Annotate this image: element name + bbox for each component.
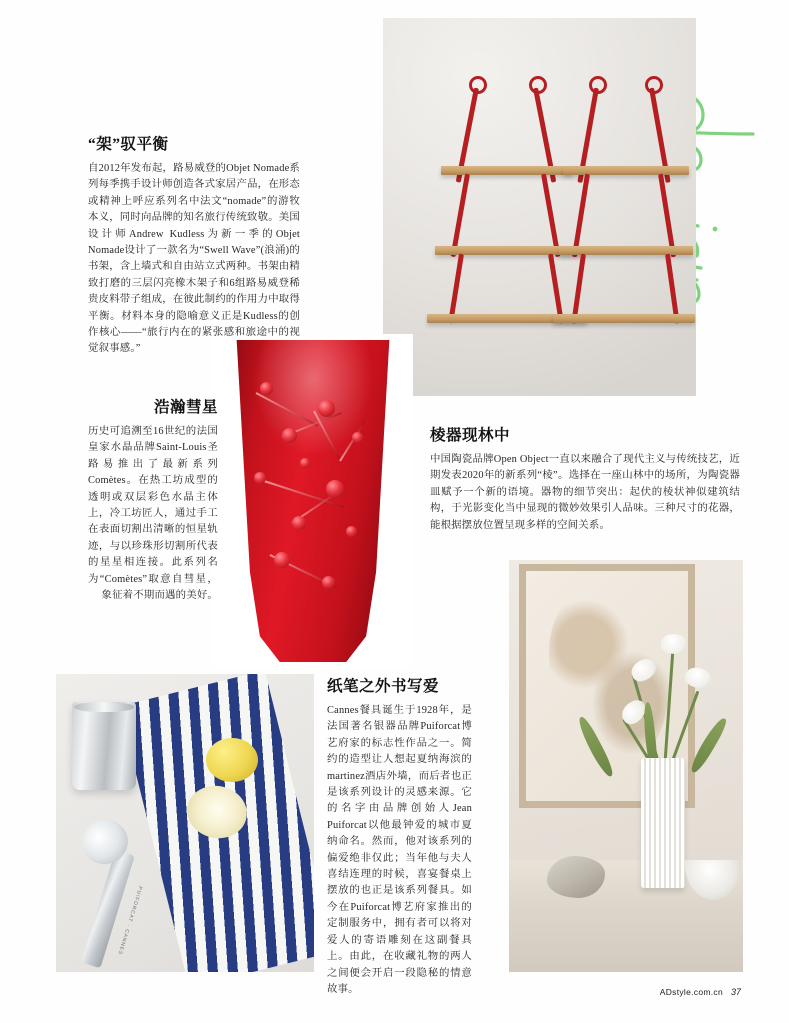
article-open-object: [430, 423, 740, 534]
article-open-object-title: 棱器现林中: [430, 427, 511, 444]
wall-mounted-shelf-photo: [383, 18, 696, 396]
red-crystal-vase-photo: [212, 334, 413, 669]
article-comet-body: 历史可追溯至16世纪的法国皇家水晶品牌Saint-Louis圣路易推出了最新系列Comètes。在热工坊成型的透明或双层彩色水晶主体上，冷工坊匠人，通过手工在表面切割出清晰的恒星轨迹，与以珍珠形切割所代表的星星相连接。此系列名为“Comètes”取意自彗星，象征着不期而遇的美好。: [88, 426, 218, 602]
article-cannes-title: 纸笔之外书写爱: [327, 678, 440, 695]
silver-cutlery-photo: PUIFORCAT · CANNES: [56, 674, 314, 972]
page-footer: [660, 987, 741, 997]
article-shelf-body: 自2012年发布起，路易威登的Objet Nomade系列每季携手设计师创造各式家居产品，在形态或精神上呼应系列名中法文“nomade”的游牧本义，同时向品牌的知名旅行传统致敬。美国设计师Andrew Kudless为新一季的Objet Nomade设计了一款名为“Swell Wave”(浪涌)的书架，含上墙式和自由站立式两种。书架由精致打磨的三层闪亮橡木架子和6组路易威登稀贵皮料带子组成，在彼此制约的作用力中取得平衡。材料本身的隐喻意义正是Kudless的创作核心——“旅行内在的紧张感和旅途中的视觉叙事感。”: [88, 163, 300, 355]
article-cannes: [327, 674, 472, 998]
article-comet-title: 浩瀚彗星: [153, 399, 218, 416]
ribbed-vase-tulips-photo: [509, 560, 743, 972]
article-shelf: [88, 132, 300, 358]
article-open-object-body: 中国陶瓷品牌Open Object一直以来融合了现代主义与传统技艺，近期发表2020年的新系列“棱”。选择在一座山林中的场所，为陶瓷器皿赋予一个新的语境。器物的细节突出：起伏的棱状神似建筑结构，于光影变化当中显现的微妙效果引人品味。三种尺寸的花器，能根据摆放位置呈现多样的空间关系。: [430, 454, 740, 531]
footer-page-number: 37: [730, 987, 741, 997]
article-shelf-title: “架”驭平衡: [88, 136, 169, 153]
article-comet: [88, 395, 218, 604]
article-cannes-body: Cannes餐具诞生于1928年，是法国著名银器品牌Puiforcat博艺府家的标志性作品之一。简约的造型让人想起夏纳海滨的martinez酒店外墙，而后者也正是该系列设计的灵感来源。它的名字由品牌创始人Jean Puiforcat以他最钟爱的城市夏纳命名。然而，他对该系列的偏爱绝非仅此；当年他与夫人喜结连理的时候，喜宴餐桌上摆放的也正是该系列餐具。如今在Puiforcat博艺府家推出的定制服务中，拥有者可以将对爱人的寄语雕刻在这副餐具上。由此，在收藏礼物的两人之间便会开启一段隐秘的情意故事。: [327, 705, 472, 995]
footer-website: ADstyle.com.cn: [659, 987, 723, 997]
